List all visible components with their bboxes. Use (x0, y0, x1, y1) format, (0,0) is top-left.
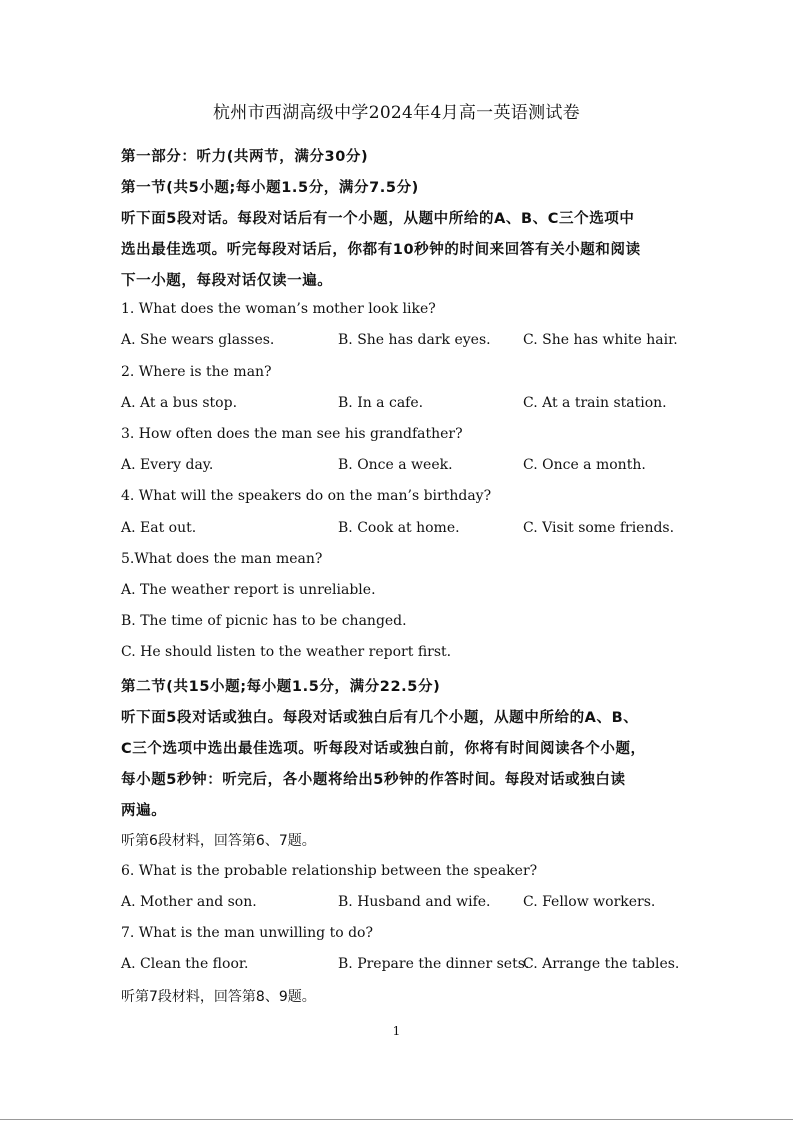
q1-option-b: B. She has dark eyes. (338, 332, 491, 348)
q7-option-b: B. Prepare the dinner sets. (338, 956, 530, 972)
q1-option-a: A. She wears glasses. (121, 332, 275, 348)
section1-instruction-line: 听下面5段对话。每段对话后有一个小题，从题中所给的A、B、C三个选项中 (121, 211, 635, 227)
q4-option-b: B. Cook at home. (338, 520, 460, 536)
question-1: 1. What does the woman’s mother look like? (121, 301, 436, 317)
q5-option-a: A. The weather report is unreliable. (121, 582, 376, 598)
material-7-note: 听第7段材料，回答第8、9题。 (121, 989, 316, 1005)
page-number: 1 (392, 1024, 401, 1038)
q5-option-c: C. He should listen to the weather report first. (121, 644, 452, 660)
question-3: 3. How often does the man see his grandfather? (121, 426, 463, 442)
q2-option-a: A. At a bus stop. (121, 395, 238, 411)
question-4: 4. What will the speakers do on the man’s birthday? (121, 488, 492, 504)
q5-option-b: B. The time of picnic has to be changed. (121, 613, 407, 629)
q7-option-a: A. Clean the floor. (121, 956, 249, 972)
question-2: 2. Where is the man? (121, 364, 272, 380)
q3-option-b: B. Once a week. (338, 457, 453, 473)
question-5: 5.What does the man mean? (121, 551, 323, 567)
q4-option-a: A. Eat out. (121, 520, 197, 536)
section2-instruction-line: 每小题5秒钟：听完后，各小题将给出5秒钟的作答时间。每段对话或独白读 (121, 772, 626, 788)
q6-option-a: A. Mother and son. (121, 894, 257, 910)
question-7: 7. What is the man unwilling to do? (121, 925, 373, 941)
part1-heading: 第一部分：听力(共两节，满分30分) (121, 149, 369, 165)
q3-option-c: C. Once a month. (523, 457, 646, 473)
section2-heading: 第二节(共15小题;每小题1.5分，满分22.5分) (121, 679, 441, 695)
question-6: 6. What is the probable relationship between the speaker? (121, 863, 538, 879)
section2-instruction-line: C三个选项中选出最佳选项。听每段对话或独白前，你将有时间阅读各个小题， (121, 741, 646, 757)
page-bottom-rule (0, 1119, 793, 1120)
q3-option-a: A. Every day. (121, 457, 214, 473)
section2-instruction-line: 两遍。 (121, 803, 167, 819)
q1-option-c: C. She has white hair. (523, 332, 678, 348)
q2-option-b: B. In a cafe. (338, 395, 424, 411)
q6-option-b: B. Husband and wife. (338, 894, 491, 910)
section1-instruction-line: 下一小题，每段对话仅读一遍。 (121, 273, 333, 289)
q4-option-c: C. Visit some friends. (523, 520, 675, 536)
q6-option-c: C. Fellow workers. (523, 894, 656, 910)
section1-heading: 第一节(共5小题;每小题1.5分，满分7.5分) (121, 180, 419, 196)
section1-instruction-line: 选出最佳选项。听完每段对话后，你都有10秒钟的时间来回答有关小题和阅读 (121, 242, 641, 258)
material-6-note: 听第6段材料，回答第6、7题。 (121, 833, 316, 849)
exam-title: 杭州市西湖高级中学2024年4月高一英语测试卷 (213, 103, 580, 123)
section2-instruction-line: 听下面5段对话或独白。每段对话或独白后有几个小题，从题中所给的A、B、 (121, 710, 639, 726)
q7-option-c: C. Arrange the tables. (523, 956, 680, 972)
q2-option-c: C. At a train station. (523, 395, 667, 411)
